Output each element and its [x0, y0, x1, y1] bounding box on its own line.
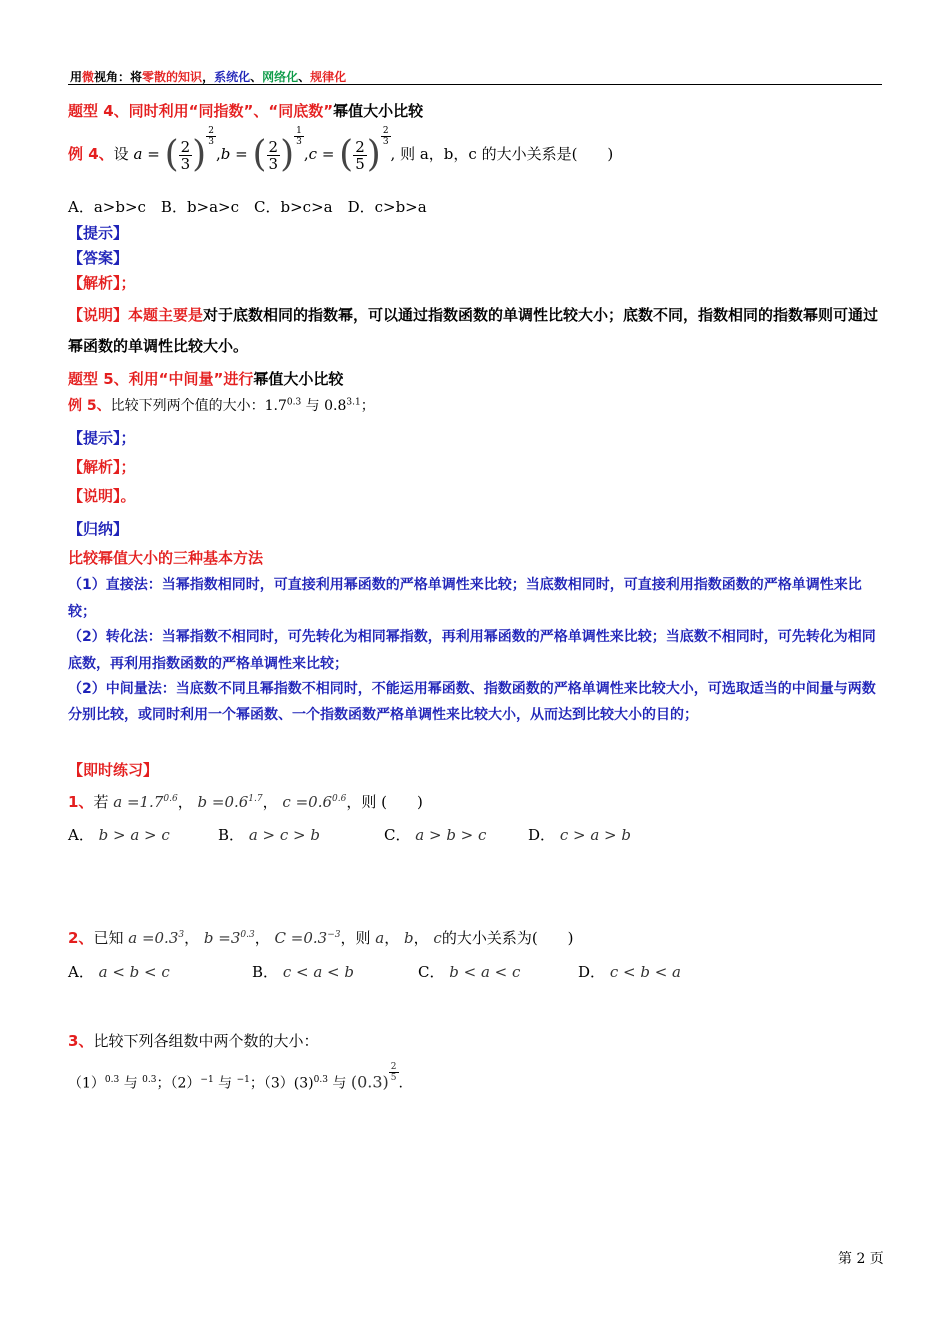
question-2-option-d: D． c < b < a — [578, 963, 681, 981]
question-2-option-a: A． a < b < c — [68, 963, 170, 981]
example-4-note: 【说明】本题主要是对于底数相同的指数幂，可以通过指数函数的单调性比较大小；底数不同，指数相同的指数幂则可通过幂函数的单调性比较大小。 — [68, 306, 879, 355]
summary-item-3: （2）中间量法：当底数不同且幂指数不相同时，不能运用幂函数、指数函数的严格单调性来比较大小，可选取适当的中间量与两数分别比较，或同时利用一个幂函数、一个指数函数严格单调性来比较大小，从而达到比较大小的目的； — [68, 681, 876, 723]
practice-label: 【即时练习】 — [68, 761, 159, 779]
question-2: 2、已知 $a =0.3^3$， $b =3^{0.3}$， $C =0.3^{-3}$，则 a， b， c的大小关系为( ) — [68, 929, 574, 947]
example-4: 例 4、设 a = ( $\frac{2}{3}$ ) $\frac{2}{3}$ ,b = ( $\frac{2}{3}$ ) $\frac{1}{3}$ ,c = ( $\frac{2}{5}$ ) $\frac{2}{3}$ , 则 a，b，c 的大小关系是( ) — [68, 126, 614, 175]
example-4-options: A．a>b>c B．b>a>c C．b>c>a D．c>b>a — [68, 198, 427, 216]
exponent: $\frac{2}{3}$ — [382, 126, 389, 147]
header-slogan — [70, 68, 346, 85]
fraction: $\frac{2}{3}$ — [180, 137, 191, 173]
question-1-option-b: B． a > c > b — [218, 826, 320, 844]
header-part: 网络化 — [262, 70, 299, 84]
analysis-label: 【解析】； — [68, 274, 136, 292]
header-part: 规律化 — [310, 70, 347, 84]
header-part: 零散的知识 — [142, 70, 203, 84]
question-1-option-a: A． b > a > c — [68, 826, 170, 844]
question-1: 1、若 $a =1.7^{0.6}$， $b =0.6^{1.7}$， $c =0.6^{0.6}$，则 ( ) — [68, 793, 423, 811]
header-part: 、 — [298, 70, 311, 84]
page-number: 第 2 页 — [838, 1251, 884, 1267]
fraction: $\frac{2}{5}$ — [355, 137, 365, 173]
summary-title: 比较幂值大小的三种基本方法 — [68, 549, 264, 567]
fraction: $\frac{2}{3}$ — [268, 137, 279, 173]
question-1-option-c: C． a > b > c — [384, 826, 487, 844]
type4-title: 题型 4、同时利用“同指数”、“同底数”幂值大小比较 — [68, 102, 424, 120]
summary-item-2: （2）转化法：当幂指数不相同时，可先转化为相同幂指数，再利用幂函数的严格单调性来比较；当底数不相同时，可先转化为相同底数，再利用指数函数的严格单调性来比较； — [68, 629, 876, 672]
question-3-parts: $(1)^{0.3}$ 与 $^{0.3}$；$(2)^{-1}$ 与 $^{-1}$；$(3)(3)^{0.3}$ 与 (0.3) $\frac{2}{5}$ . — [68, 1062, 403, 1092]
question-3: 3、比较下列各组数中两个数的大小： — [68, 1032, 319, 1050]
question-1-option-d: D． c > a > b — [528, 826, 631, 844]
exponent: $\frac{2}{5}$ — [390, 1062, 397, 1083]
example-5-analysis: 【解析】； — [68, 458, 136, 476]
type5-title: 题型 5、利用“中间量”进行幂值大小比较 — [68, 370, 344, 388]
hint-label: 【提示】 — [68, 224, 129, 242]
example-5-note: 【说明】。 — [68, 487, 136, 505]
answer-label: 【答案】 — [68, 249, 129, 267]
header-part: 视角：将 — [94, 70, 143, 84]
summary-label: 【归纳】 — [68, 520, 129, 538]
header-part: 、 — [250, 70, 263, 84]
question-2-option-b: B． c < a < b — [252, 963, 354, 981]
exponent: $\frac{1}{3}$ — [296, 126, 302, 147]
header-part: 用 — [70, 70, 83, 84]
exponent: $\frac{2}{3}$ — [208, 126, 214, 147]
header-part: ， — [202, 70, 215, 84]
header-part: 微 — [82, 70, 95, 84]
header-part: 系统化 — [214, 70, 251, 84]
example-5-hint: 【提示】； — [68, 429, 136, 447]
header-divider — [68, 84, 882, 85]
example-5: 例 5、比较下列两个值的大小：$1.7^{0.3}$ 与 $0.8^{3.1}$； — [68, 397, 375, 414]
summary-item-1: （1）直接法：当幂指数相同时，可直接利用幂函数的严格单调性来比较；当底数相同时，可直接利用指数函数的严格单调性来比较； — [68, 577, 862, 620]
question-2-option-c: C． b < a < c — [418, 963, 521, 981]
